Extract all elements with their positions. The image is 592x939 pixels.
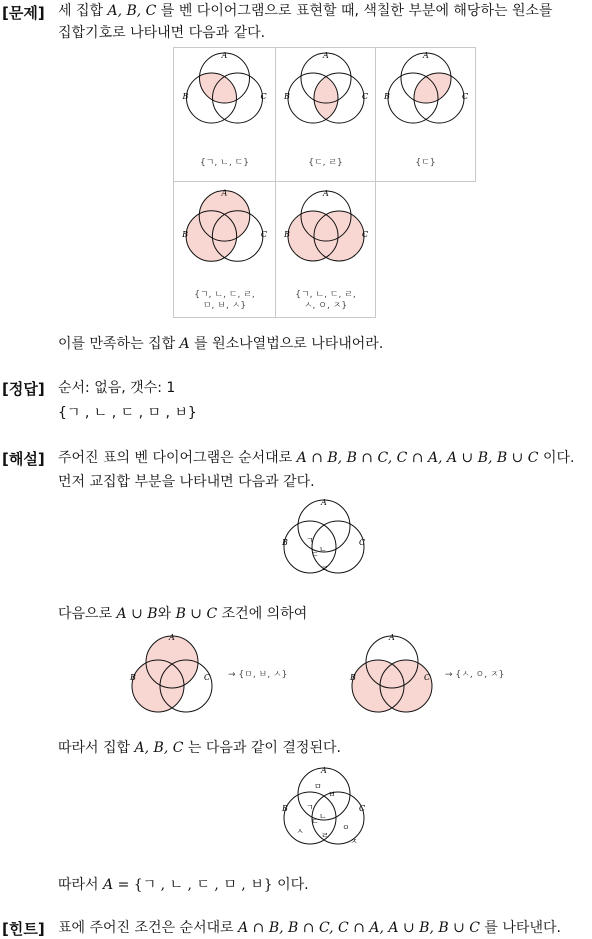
venn-b-cap-c (276, 48, 376, 148)
table-caption: {ㄱ, ㄴ, ㄷ} (200, 158, 249, 168)
set-label: B (182, 229, 189, 240)
answer-tag: [정답] (2, 380, 45, 398)
venn-a-cap-b (174, 48, 275, 148)
set-label: C (204, 673, 211, 682)
problem-tag: [문제] (2, 4, 45, 22)
answer-line-1: 순서: 없음, 갯수: 1 (58, 380, 176, 396)
question-line: 이를 만족하는 집합 A 를 원소나열법으로 나타내어라. (58, 336, 384, 352)
table-caption: {ㄱ, ㄴ, ㄷ, ㄹ, (194, 290, 255, 300)
region-label: ㄹ (321, 564, 329, 573)
venn-a-cup-b (174, 182, 275, 286)
union-a-b-result: → {ㅁ, ㅂ, ㅅ} (228, 670, 288, 680)
table-caption: {ㄷ, ㄹ} (308, 158, 343, 168)
explanation-line-1: 주어진 표의 벤 다이어그램은 순서대로 A ∩ B, B ∩ C, C ∩ A, A ∪ B, B ∪ C 이다. (58, 450, 575, 466)
table-caption: {ㄱ, ㄴ, ㄷ, ㄹ, (295, 290, 356, 300)
set-label: B (282, 804, 288, 813)
problem-line-1: 세 집합 A, B, C 를 벤 다이어그램으로 표현할 때, 색칠한 부분에 해당하는 원소를 (58, 3, 553, 19)
set-label: C (462, 92, 469, 101)
union-b-c-result: → {ㅅ, ㅇ, ㅈ} (445, 670, 505, 680)
set-label: A (169, 633, 175, 642)
set-label: A (389, 633, 395, 642)
set-label: C (260, 92, 267, 101)
set-label: B (182, 92, 189, 101)
set-label: C (424, 673, 431, 682)
set-label: A (323, 51, 329, 60)
region-label: ㅈ (350, 837, 358, 846)
region-label: ㄹ (321, 831, 329, 840)
table-cell-1 (173, 47, 276, 182)
region-label: ㅁ (314, 782, 322, 791)
venn-intersections (276, 497, 372, 593)
region-label: ㄴ (319, 812, 327, 821)
table-cell-5 (275, 181, 376, 318)
region-label: ㅅ (296, 827, 304, 836)
set-label: B (284, 230, 290, 239)
set-label: B (384, 92, 390, 101)
region-label: ㄴ (319, 545, 327, 554)
set-label: B (284, 92, 290, 101)
answer-line-2: {ㄱ , ㄴ , ㄷ , ㅁ , ㅂ} (58, 405, 197, 421)
set-label: C (362, 230, 369, 239)
set-label: C (359, 804, 366, 813)
set-label: C (362, 92, 369, 101)
region-label: ㅇ (342, 823, 350, 832)
venn-c-cap-a (376, 48, 476, 148)
explanation-line-2: 먼저 교집합 부분을 나타내면 다음과 같다. (58, 474, 315, 490)
set-label: A (323, 189, 329, 198)
region-label: ㅂ (328, 790, 336, 799)
set-label: A (221, 187, 228, 198)
set-label: B (282, 538, 288, 547)
region-label: ㄱ (306, 536, 314, 545)
explanation-tag: [해설] (2, 450, 45, 468)
problem-line-2: 집합기호로 나타내면 다음과 같다. (58, 25, 266, 41)
hint-line: 표에 주어진 조건은 순서대로 A ∩ B, B ∩ C, C ∩ A, A ∪ B, B ∪ C 를 나타낸다. (58, 920, 561, 936)
set-label: B (350, 673, 356, 682)
venn-union-b-c (342, 630, 442, 730)
explanation-line-3: 다음으로 A ∪ B와 B ∪ C 조건에 의하여 (58, 606, 308, 622)
region-label: ㄷ (311, 817, 319, 826)
table-caption: ㅁ, ㅂ, ㅅ} (202, 301, 247, 311)
venn-union-a-b (122, 630, 222, 730)
venn-b-cup-c (276, 182, 376, 286)
table-cell-4 (173, 181, 276, 318)
hint-tag: [힌트] (2, 920, 45, 938)
set-label: A (423, 51, 429, 60)
set-label: A (321, 766, 327, 775)
set-label: C (260, 229, 268, 240)
set-label: B (130, 673, 136, 682)
region-label: ㄱ (306, 803, 314, 812)
table-caption: {ㄷ} (415, 158, 436, 168)
table-cell-2 (275, 47, 376, 182)
region-label: ㄷ (311, 550, 319, 559)
venn-final (276, 764, 372, 864)
set-label: A (321, 498, 327, 507)
set-label: C (359, 538, 366, 547)
set-label: A (221, 51, 228, 60)
table-caption: ㅅ, ㅇ, ㅈ} (303, 301, 348, 311)
table-cell-3 (375, 47, 476, 182)
explanation-line-5: 따라서 A = {ㄱ , ㄴ , ㄷ , ㅁ , ㅂ} 이다. (58, 877, 309, 893)
explanation-line-4: 따라서 집합 A, B, C 는 다음과 같이 결정된다. (58, 740, 341, 756)
